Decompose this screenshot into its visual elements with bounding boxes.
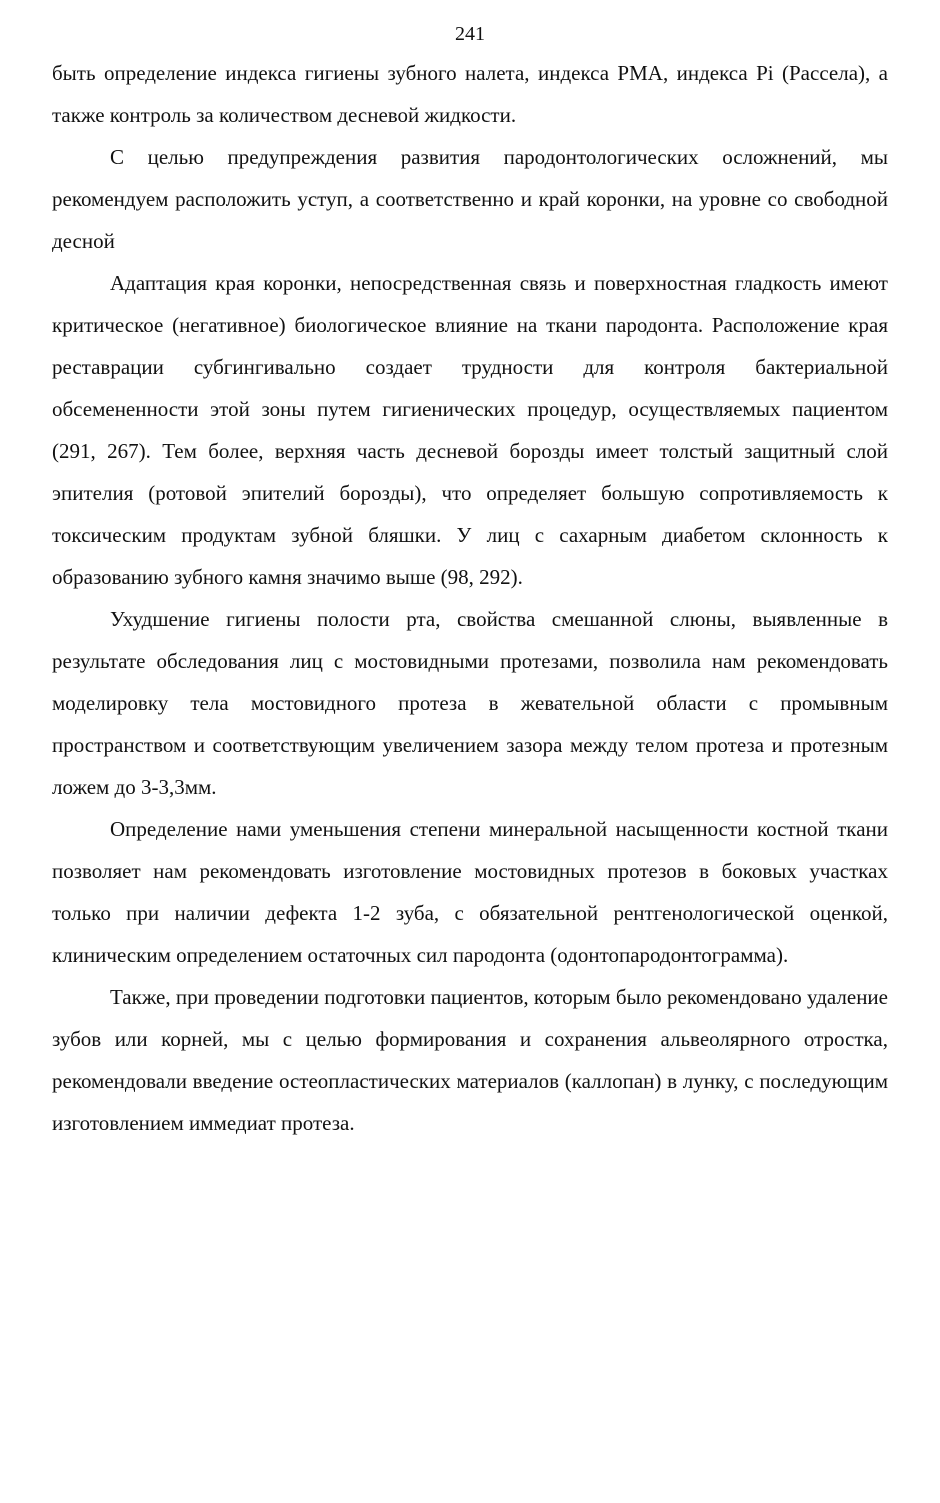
paragraph-patient-preparation: Также, при проведении подготовки пациентов, которым было рекомендовано удаление зубов или корней, мы с целью формирования и сохранения альвеолярного отростка, рекомендовали введение остеопластических материалов (каллопан) в лунку, с последующим изготовлением иммедиат протеза.	[52, 985, 888, 1135]
page-number: 241	[455, 23, 485, 45]
paragraph-continuation: быть определение индекса гигиены зубного налета, индекса PMA, индекса Pi (Рассела), а также контроль за количеством десневой жидкости.	[52, 61, 888, 127]
paragraph-crown-adaptation: Адаптация края коронки, непосредственная связь и поверхностная гладкость имеют критическое (негативное) биологическое влияние на ткани пародонта. Расположение края реставрации субгингивально создает трудности для контроля бактериальной обсемененности этой зоны путем гигиенических процедур, осуществляемых пациентом (291, 267). Тем более, верхняя часть десневой борозды имеет толстый защитный слой эпителия (ротовой эпителий борозды), что определяет большую сопротивляемость к токсическим продуктам зубной бляшки. У лиц с сахарным диабетом склонность к образованию зубного камня значимо выше (98, 292).	[52, 271, 888, 589]
body-text	[52, 52, 888, 1144]
paragraph-crown-margin: С целью предупреждения развития пародонтологических осложнений, мы рекомендуем расположить уступ, а соответственно и край коронки, на уровне со свободной десной	[52, 145, 888, 253]
paragraph-hygiene-deterioration: Ухудшение гигиены полости рта, свойства смешанной слюны, выявленные в результате обследования лиц с мостовидными протезами, позволила нам рекомендовать моделировку тела мостовидного протеза в жевательной области с промывным пространством и соответствующим увеличением зазора между телом протеза и протезным ложем до 3-3,3мм.	[52, 607, 888, 799]
paragraph-bone-mineral: Определение нами уменьшения степени минеральной насыщенности костной ткани позволяет нам рекомендовать изготовление мостовидных протезов в боковых участках только при наличии дефекта 1-2 зуба, с обязательной рентгенологической оценкой, клиническим определением остаточных сил пародонта (одонтопародонтограмма).	[52, 817, 888, 967]
